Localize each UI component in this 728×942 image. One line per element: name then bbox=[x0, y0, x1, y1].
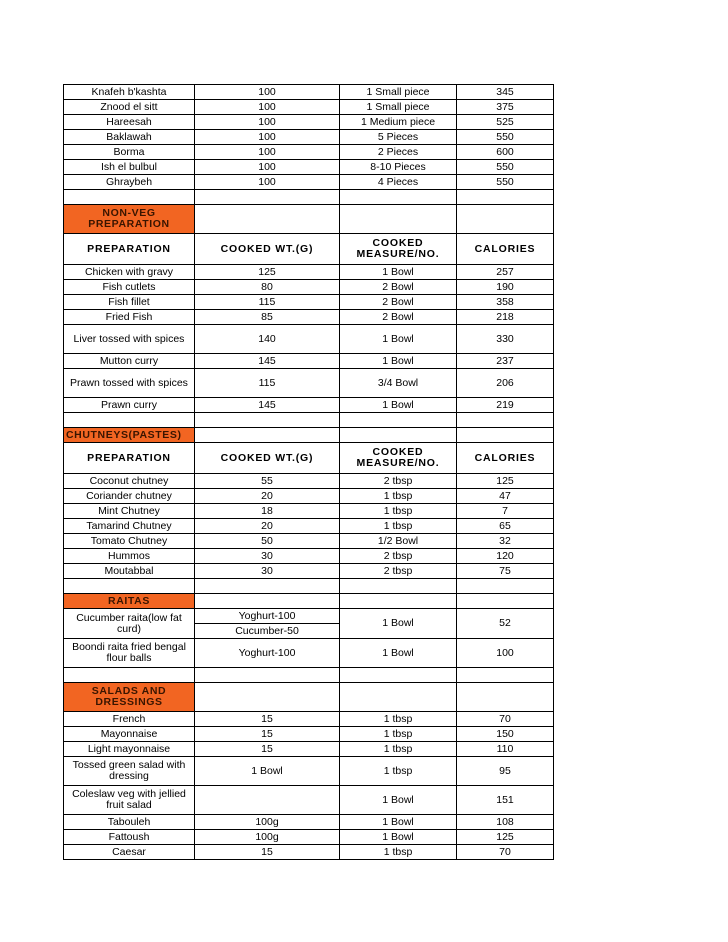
cooked-measure: 1 Bowl bbox=[340, 265, 457, 280]
cooked-weight: 18 bbox=[195, 504, 340, 519]
food-name: Moutabbal bbox=[64, 564, 195, 579]
cooked-weight: 100 bbox=[195, 115, 340, 130]
cooked-measure: 1 Bowl bbox=[340, 325, 457, 354]
cooked-weight bbox=[195, 786, 340, 815]
food-name: Ghraybeh bbox=[64, 175, 195, 190]
table-row bbox=[64, 727, 554, 742]
table-row bbox=[64, 742, 554, 757]
calories: 70 bbox=[457, 845, 554, 860]
food-name: Coleslaw veg with jellied fruit salad bbox=[64, 786, 195, 815]
cooked-weight: 15 bbox=[195, 742, 340, 757]
table-row bbox=[64, 145, 554, 160]
calories: 32 bbox=[457, 534, 554, 549]
cooked-measure: 1 tbsp bbox=[340, 489, 457, 504]
food-name: Tabouleh bbox=[64, 815, 195, 830]
cooked-measure: 1 Small piece bbox=[340, 100, 457, 115]
food-name: Fattoush bbox=[64, 830, 195, 845]
section-title: NON-VEG PREPARATION bbox=[64, 205, 195, 234]
calories: 125 bbox=[457, 830, 554, 845]
cooked-measure: 2 Pieces bbox=[340, 145, 457, 160]
cooked-weight: 30 bbox=[195, 549, 340, 564]
spacer-row bbox=[64, 579, 554, 594]
calories: 75 bbox=[457, 564, 554, 579]
table-row bbox=[64, 115, 554, 130]
calorie-table bbox=[63, 84, 554, 860]
table-row bbox=[64, 310, 554, 325]
calories: 550 bbox=[457, 130, 554, 145]
food-name: Tamarind Chutney bbox=[64, 519, 195, 534]
cooked-measure: 1 tbsp bbox=[340, 519, 457, 534]
table-row bbox=[64, 369, 554, 398]
spacer-row bbox=[64, 190, 554, 205]
calories: 7 bbox=[457, 504, 554, 519]
food-name: Cucumber raita(low fat curd) bbox=[64, 609, 195, 639]
food-name: Mint Chutney bbox=[64, 504, 195, 519]
calories: 190 bbox=[457, 280, 554, 295]
table-row bbox=[64, 100, 554, 115]
calories: 600 bbox=[457, 145, 554, 160]
cooked-measure: 2 tbsp bbox=[340, 564, 457, 579]
section-row bbox=[64, 428, 554, 443]
calories: 330 bbox=[457, 325, 554, 354]
cooked-weight: 100 bbox=[195, 175, 340, 190]
food-name: Tomato Chutney bbox=[64, 534, 195, 549]
cooked-weight: 1 Bowl bbox=[195, 757, 340, 786]
calories: 358 bbox=[457, 295, 554, 310]
cooked-weight: 115 bbox=[195, 369, 340, 398]
cooked-weight: 145 bbox=[195, 354, 340, 369]
calories: 52 bbox=[457, 609, 554, 639]
calories: 95 bbox=[457, 757, 554, 786]
calories: 206 bbox=[457, 369, 554, 398]
calories: 525 bbox=[457, 115, 554, 130]
food-name: Mayonnaise bbox=[64, 727, 195, 742]
calories: 218 bbox=[457, 310, 554, 325]
header-cooked-weight: COOKED WT.(G) bbox=[195, 443, 340, 474]
cooked-weight: 100 bbox=[195, 100, 340, 115]
cooked-weight: 50 bbox=[195, 534, 340, 549]
header-row bbox=[64, 234, 554, 265]
table-row bbox=[64, 280, 554, 295]
cooked-weight: 100 bbox=[195, 160, 340, 175]
table-row bbox=[64, 786, 554, 815]
food-name: Borma bbox=[64, 145, 195, 160]
cooked-weight: Yoghurt-100 bbox=[195, 639, 340, 668]
cooked-measure: 1 Bowl bbox=[340, 815, 457, 830]
food-name: Baklawah bbox=[64, 130, 195, 145]
food-name: Light mayonnaise bbox=[64, 742, 195, 757]
food-name: Boondi raita fried bengal flour balls bbox=[64, 639, 195, 668]
cooked-measure: 2 tbsp bbox=[340, 474, 457, 489]
food-name: French bbox=[64, 712, 195, 727]
table-row bbox=[64, 295, 554, 310]
table-row bbox=[64, 609, 554, 624]
section-title: SALADS AND DRESSINGS bbox=[64, 683, 195, 712]
cooked-weight: Yoghurt-100 bbox=[195, 609, 340, 624]
section-row bbox=[64, 683, 554, 712]
table-row bbox=[64, 175, 554, 190]
calories: 150 bbox=[457, 727, 554, 742]
cooked-weight: 125 bbox=[195, 265, 340, 280]
cooked-weight: 100g bbox=[195, 815, 340, 830]
calories: 257 bbox=[457, 265, 554, 280]
calories: 65 bbox=[457, 519, 554, 534]
cooked-measure: 2 Bowl bbox=[340, 310, 457, 325]
food-name: Prawn tossed with spices bbox=[64, 369, 195, 398]
food-name: Hummos bbox=[64, 549, 195, 564]
calories: 100 bbox=[457, 639, 554, 668]
header-cooked-measure: COOKED MEASURE/NO. bbox=[340, 443, 457, 474]
food-name: Znood el sitt bbox=[64, 100, 195, 115]
section-row bbox=[64, 205, 554, 234]
cooked-weight: 85 bbox=[195, 310, 340, 325]
cooked-measure: 1 tbsp bbox=[340, 712, 457, 727]
calories: 70 bbox=[457, 712, 554, 727]
food-name: Hareesah bbox=[64, 115, 195, 130]
cooked-measure: 1 Bowl bbox=[340, 398, 457, 413]
cooked-measure: 1 tbsp bbox=[340, 845, 457, 860]
food-name: Fish cutlets bbox=[64, 280, 195, 295]
cooked-weight: 20 bbox=[195, 489, 340, 504]
section-title: CHUTNEYS(PASTES) bbox=[64, 428, 195, 443]
calories: 110 bbox=[457, 742, 554, 757]
table-row bbox=[64, 534, 554, 549]
cooked-weight: 15 bbox=[195, 727, 340, 742]
calories: 375 bbox=[457, 100, 554, 115]
table-row bbox=[64, 830, 554, 845]
cooked-weight: 140 bbox=[195, 325, 340, 354]
table-row bbox=[64, 130, 554, 145]
cooked-measure: 1 Bowl bbox=[340, 609, 457, 639]
food-name: Coriander chutney bbox=[64, 489, 195, 504]
calories: 120 bbox=[457, 549, 554, 564]
table-row bbox=[64, 265, 554, 280]
calories: 219 bbox=[457, 398, 554, 413]
table-row bbox=[64, 398, 554, 413]
cooked-measure: 1 tbsp bbox=[340, 504, 457, 519]
cooked-measure: 1 Medium piece bbox=[340, 115, 457, 130]
spacer-row bbox=[64, 668, 554, 683]
cooked-measure: 3/4 Bowl bbox=[340, 369, 457, 398]
cooked-weight: 80 bbox=[195, 280, 340, 295]
cooked-weight: 100 bbox=[195, 85, 340, 100]
cooked-weight: 20 bbox=[195, 519, 340, 534]
table-row bbox=[64, 519, 554, 534]
calories: 550 bbox=[457, 160, 554, 175]
calories: 151 bbox=[457, 786, 554, 815]
food-name: Coconut chutney bbox=[64, 474, 195, 489]
food-name: Knafeh b'kashta bbox=[64, 85, 195, 100]
cooked-weight: 15 bbox=[195, 845, 340, 860]
cooked-measure: 8-10 Pieces bbox=[340, 160, 457, 175]
cooked-measure: 5 Pieces bbox=[340, 130, 457, 145]
food-name: Ish el bulbul bbox=[64, 160, 195, 175]
cooked-measure: 2 Bowl bbox=[340, 295, 457, 310]
calories: 108 bbox=[457, 815, 554, 830]
calories: 47 bbox=[457, 489, 554, 504]
table-row bbox=[64, 712, 554, 727]
cooked-weight: 100g bbox=[195, 830, 340, 845]
calories: 345 bbox=[457, 85, 554, 100]
food-name: Fish fillet bbox=[64, 295, 195, 310]
table-row bbox=[64, 845, 554, 860]
food-name: Prawn curry bbox=[64, 398, 195, 413]
cooked-weight: 30 bbox=[195, 564, 340, 579]
table-row bbox=[64, 757, 554, 786]
cooked-measure: 1 tbsp bbox=[340, 742, 457, 757]
cooked-measure: 2 tbsp bbox=[340, 549, 457, 564]
table-row bbox=[64, 549, 554, 564]
table-row bbox=[64, 639, 554, 668]
cooked-measure: 1/2 Bowl bbox=[340, 534, 457, 549]
cooked-measure: 2 Bowl bbox=[340, 280, 457, 295]
header-cooked-weight: COOKED WT.(G) bbox=[195, 234, 340, 265]
food-name: Mutton curry bbox=[64, 354, 195, 369]
header-cooked-measure: COOKED MEASURE/NO. bbox=[340, 234, 457, 265]
cooked-weight: 55 bbox=[195, 474, 340, 489]
cooked-weight: 100 bbox=[195, 145, 340, 160]
spacer-row bbox=[64, 413, 554, 428]
calories: 550 bbox=[457, 175, 554, 190]
table-row bbox=[64, 489, 554, 504]
header-preparation: PREPARATION bbox=[64, 234, 195, 265]
calories: 237 bbox=[457, 354, 554, 369]
table-row bbox=[64, 815, 554, 830]
food-name: Liver tossed with spices bbox=[64, 325, 195, 354]
food-name: Tossed green salad with dressing bbox=[64, 757, 195, 786]
table-row bbox=[64, 474, 554, 489]
food-name: Fried Fish bbox=[64, 310, 195, 325]
cooked-measure: 1 Bowl bbox=[340, 639, 457, 668]
cooked-measure: 1 tbsp bbox=[340, 727, 457, 742]
header-calories: CALORIES bbox=[457, 234, 554, 265]
table-row bbox=[64, 85, 554, 100]
food-name: Chicken with gravy bbox=[64, 265, 195, 280]
table-row bbox=[64, 504, 554, 519]
header-calories: CALORIES bbox=[457, 443, 554, 474]
cooked-measure: 4 Pieces bbox=[340, 175, 457, 190]
section-title: RAITAS bbox=[64, 594, 195, 609]
cooked-weight: Cucumber-50 bbox=[195, 624, 340, 639]
header-preparation: PREPARATION bbox=[64, 443, 195, 474]
cooked-weight: 145 bbox=[195, 398, 340, 413]
cooked-measure: 1 Bowl bbox=[340, 830, 457, 845]
cooked-measure: 1 Bowl bbox=[340, 354, 457, 369]
cooked-measure: 1 tbsp bbox=[340, 757, 457, 786]
table-row bbox=[64, 354, 554, 369]
table-row bbox=[64, 160, 554, 175]
calories: 125 bbox=[457, 474, 554, 489]
cooked-weight: 115 bbox=[195, 295, 340, 310]
cooked-weight: 100 bbox=[195, 130, 340, 145]
cooked-measure: 1 Bowl bbox=[340, 786, 457, 815]
table-row bbox=[64, 564, 554, 579]
cooked-weight: 15 bbox=[195, 712, 340, 727]
table-row bbox=[64, 325, 554, 354]
header-row bbox=[64, 443, 554, 474]
cooked-measure: 1 Small piece bbox=[340, 85, 457, 100]
section-row bbox=[64, 594, 554, 609]
food-name: Caesar bbox=[64, 845, 195, 860]
